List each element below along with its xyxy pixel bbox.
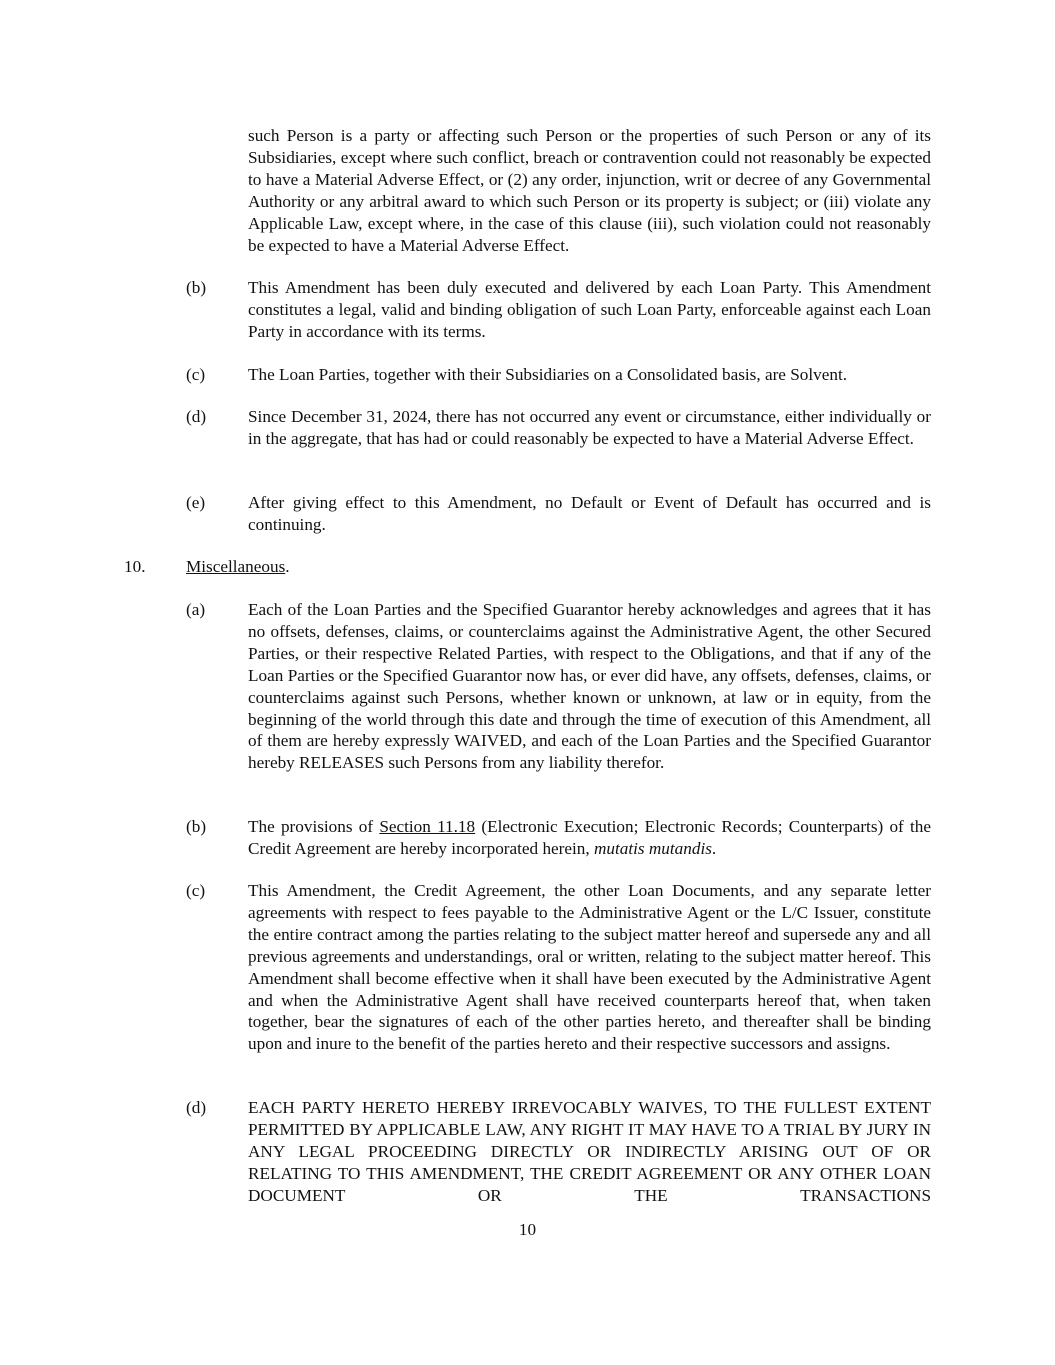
section-heading-punct: . — [285, 557, 290, 576]
section-heading-text: Miscellaneous — [186, 557, 286, 576]
item-10b-italic: mutatis mutandis — [593, 838, 712, 858]
item-label: (d) — [186, 407, 207, 426]
item-10c-text: This Amendment, the Credit Agreement, the other Loan Documents, and any separate letter agreements with respect to fees payable to the Administrative Agent or the L/C Issuer, constitute the entire contract among the parties relating to the subject matter hereof and supersede any and all previous agreements and understandings, oral or written, relating to the subject matter hereof. This Amendment shall become effective when it shall have been executed by the Administrative Agent and when the Administrative Agent shall have received counterparts hereof that, when taken together, bear the signatures of each of the other parties hereto, and thereafter shall be binding upon and inure to the benefit of the parties hereto and their respective successors and assigns. — [248, 881, 931, 1054]
item-label: (a) — [186, 600, 206, 619]
item-label: (d) — [186, 1098, 207, 1117]
item-label: (c) — [186, 365, 206, 384]
item-label: (b) — [186, 278, 207, 297]
item-10b-post: . — [711, 838, 717, 858]
section-number: 10. — [124, 557, 146, 576]
item-c-text: The Loan Parties, together with their Subsidiaries on a Consolidated basis, are Solvent. — [248, 365, 848, 384]
section-reference-link: Section 11.18 — [379, 817, 476, 836]
item-10a-text: Each of the Loan Parties and the Specified Guarantor hereby acknowledges and agrees that it has no offsets, defenses, claims, or counterclaims against the Administrative Agent, the other Secured Parties, or their respective Related Parties, with respect to the Obligations, and that if any of the Loan Parties or the Specified Guarantor now has, or ever did have, any offsets, defenses, claims, or counterclaims against such Persons, whether known or unknown, at law or in equity, from the beginning of the world through this date and through the time of execution of this Amendment, all of them are hereby expressly WAIVED, and each of the Loan Parties and the Specified Guarantor hereby RELEASES such Persons from any liability therefor. — [248, 600, 931, 773]
item-d-text: Since December 31, 2024, there has not occurred any event or circumstance, either individually or in the aggregate, that has had or could reasonably be expected to have a Material Adverse Effect. — [248, 407, 931, 448]
item-label: (c) — [186, 881, 206, 900]
item-10b-text — [248, 816, 931, 860]
item-e-text: After giving effect to this Amendment, no Default or Event of Default has occurred and is continuing. — [248, 493, 931, 534]
item-10d-text: EACH PARTY HERETO HEREBY IRREVOCABLY WAIVES, TO THE FULLEST EXTENT PERMITTED BY APPLICABLE LAW, ANY RIGHT IT MAY HAVE TO A TRIAL BY JURY IN ANY LEGAL PROCEEDING DIRECTLY OR INDIRECTLY ARISING OUT OF OR RELATING TO THIS AMENDMENT, THE CREDIT AGREEMENT OR ANY OTHER LOAN DOCUMENT OR THE TRANSACTIONS — [248, 1098, 931, 1205]
item-label: (b) — [186, 817, 207, 836]
section-heading — [186, 556, 290, 578]
item-b-text: This Amendment has been duly executed and delivered by each Loan Party. This Amendment constitutes a legal, valid and binding obligation of such Loan Party, enforceable against each Loan Party in accordance with its terms. — [248, 278, 931, 341]
item-10b-mid: (Electronic Execution; Electronic Records; Counterparts) of the Credit Agreement are hereby incorporated herein, — [248, 817, 931, 858]
page-number: 10 — [518, 1220, 537, 1239]
clause-continuation: such Person is a party or affecting such Person or the properties of such Person or any of its Subsidiaries, except where such conflict, breach or contravention could not reasonably be expected to have a Material Adverse Effect, or (2) any order, injunction, writ or decree of any Governmental Authority or any arbitral award to which such Person or its property is subject; or (iii) violate any Applicable Law, except where, in the case of this clause (iii), such violation could not reasonably be expected to have a Material Adverse Effect. — [248, 126, 931, 255]
item-10b-pre: The provisions of — [248, 817, 380, 836]
item-label: (e) — [186, 493, 206, 512]
